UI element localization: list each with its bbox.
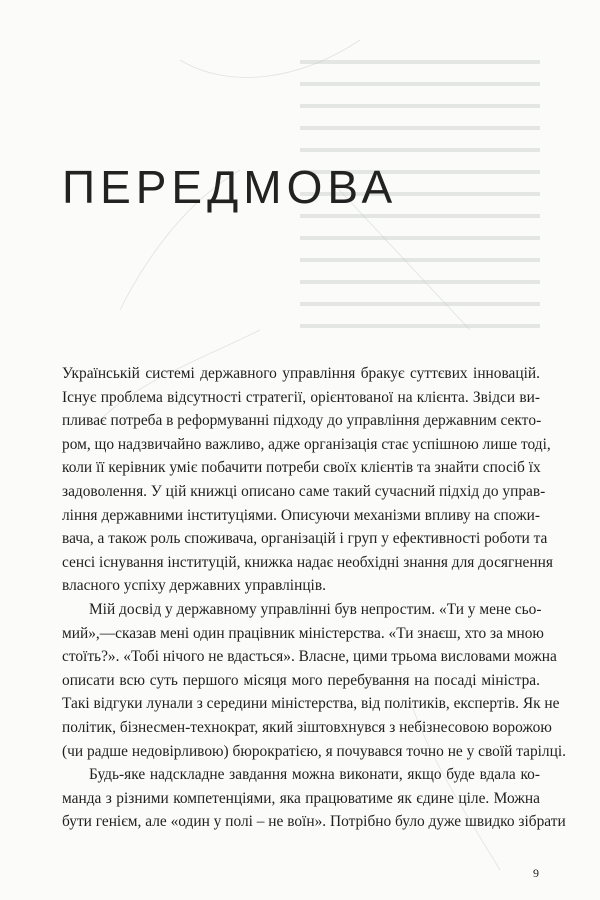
text-line: коли її керівник уміє побачити потреби своїх клієнтів та знайти спосіб їх bbox=[62, 459, 541, 477]
text-line: мий»,—сказав мені один працівник міністерства. «Ти знаєш, хто за мною bbox=[62, 624, 544, 642]
text-line: манда з різними компетенціями, яка працюватиме як єдине ціле. Можна bbox=[62, 789, 540, 807]
text-line: стоїть?». «Тобі нічого не вдасться». Власне, цими трьома висловами можна bbox=[62, 648, 557, 666]
text-line: Мій досвід у державному управлінні був непростим. «Ти у мене сьо- bbox=[89, 600, 542, 618]
paragraph-1 bbox=[62, 362, 553, 598]
text-line: пливає потреба в реформуванні підходу до управління державним сектo- bbox=[62, 412, 542, 430]
chapter-heading: ПЕРЕДМОВА bbox=[62, 161, 398, 213]
text-line: Існує проблема відсутності стратегії, орієнтованої на клієнта. Звідси ви- bbox=[62, 388, 540, 406]
text-line: (чи радше недовірливою) бюрократією, я почувався точно не у своїй тарілці. bbox=[62, 742, 566, 760]
text-line: вача, а також роль споживача, організацій і груп у ефективності роботи та bbox=[62, 530, 548, 548]
text-line: сенсі існування інституцій, книжка надає необхідні знання для досягнення bbox=[62, 553, 553, 571]
text-line: Українській системі державного управління бракує суттєвих інновацій. bbox=[62, 365, 540, 382]
text-line: власного успіху державних управлінців. bbox=[62, 577, 326, 595]
text-line: ром, що надзвичайно важливо, адже організація стає успішною лише тоді, bbox=[62, 435, 551, 453]
text-line: політик, бізнесмен-технократ, який зіштовхнувся з небізнесовою ворожою bbox=[62, 718, 552, 736]
text-line: Такі відгуки лунали з середини міністерства, від політиків, експертів. Як не bbox=[62, 695, 560, 713]
text-line: описати всю суть першого місяця мого перебування на посаді міністра. bbox=[62, 671, 540, 689]
body-text bbox=[62, 362, 566, 834]
text-line: Будь-яке надскладне завдання можна виконати, якщо буде вдала ко- bbox=[89, 766, 540, 784]
text-line: ління державними інституціями. Описуючи механізми впливу на спожи- bbox=[62, 506, 540, 524]
paragraph-2 bbox=[62, 598, 566, 763]
text-line: бути генієм, але «один у полі – не воїн». Потрібно було дуже швидко зібрати bbox=[62, 813, 566, 831]
paragraph-3 bbox=[62, 763, 566, 834]
text-line: задоволення. У цій книжці описано саме такий сучасний підхід до управ- bbox=[62, 482, 546, 500]
page-number: 9 bbox=[533, 866, 539, 880]
